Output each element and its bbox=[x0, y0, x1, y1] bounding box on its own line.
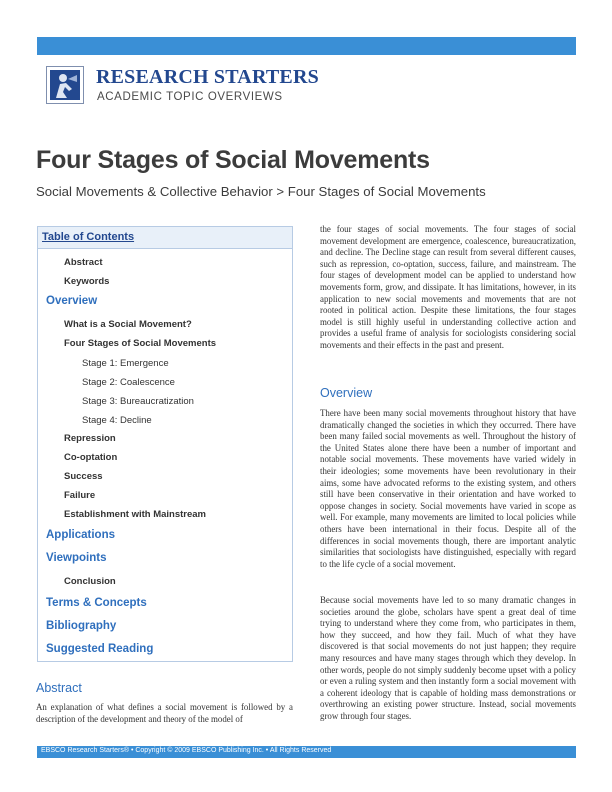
top-accent-bar bbox=[37, 37, 576, 55]
toc-item-failure[interactable]: Failure bbox=[64, 490, 96, 501]
page-title: Four Stages of Social Movements bbox=[36, 146, 430, 174]
toc-item-viewpoints[interactable]: Viewpoints bbox=[46, 552, 107, 564]
toc-item-what-is-social-movement[interactable]: What is a Social Movement? bbox=[64, 319, 192, 330]
footer-copyright: EBSCO Research Starters® • Copyright © 2009 EBSCO Publishing Inc. • All Rights Reserved bbox=[41, 747, 332, 754]
toc-item-stage-4[interactable]: Stage 4: Decline bbox=[82, 415, 152, 426]
abstract-heading: Abstract bbox=[36, 681, 82, 695]
toc-item-repression[interactable]: Repression bbox=[64, 433, 116, 444]
toc-item-stage-2[interactable]: Stage 2: Coalescence bbox=[82, 377, 175, 388]
toc-item-establishment[interactable]: Establishment with Mainstream bbox=[64, 509, 207, 520]
overview-paragraph-2: Because social movements have led to so many dramatic changes in societies around the globe, scholars have spent a great deal of time trying to understand where they come from, who participates in them, how they succeed, and how they fail. Much of what they have discovered is that social movements do not just happen; they require many resources and have many stages through which they develop. In other words, people do not simply suddenly become upset with a policy or even a ruling system and then instantly form a social movement with a coherent ideology that is capable of holding mass demonstrations or overthrowing an existing power structure. Instead, social movements grow through four stages. bbox=[320, 595, 576, 721]
toc-item-stage-3[interactable]: Stage 3: Bureaucratization bbox=[82, 396, 194, 407]
intro-paragraph: the four stages of social movements. The four stages of social movement development are emergence, coalescence, bureaucratization, and decline. The Decline stage can result from several different causes, such as repression, co-optation, success, failure, and mainstream. The four stages of development model can be applied to understand how movements form, grow, and dissipate. It has limitations, however, in its application to new social movements and movements that are not rooted in political action. Despite these limitations, the four stages model is still highly useful in understanding collective action and provides a useful frame of analysis for sociologists considering social movements and their effects in the past and present. bbox=[320, 224, 576, 350]
table-of-contents bbox=[37, 226, 293, 662]
toc-item-terms-concepts[interactable]: Terms & Concepts bbox=[46, 597, 147, 609]
toc-item-keywords[interactable]: Keywords bbox=[64, 276, 110, 287]
toc-item-bibliography[interactable]: Bibliography bbox=[46, 620, 117, 632]
toc-item-overview[interactable]: Overview bbox=[46, 295, 98, 307]
brand-subtitle: ACADEMIC TOPIC OVERVIEWS bbox=[97, 91, 283, 103]
overview-paragraph-1: There have been many social movements throughout history that have dramatically changed the societies in which they occurred. There have been many failed social movements as well. Throughout the history of the United States alone there have been a number of important and notable social movements. These movements have varied widely in their ideologies; some movements have been revolutionary in their aims, some have advocated reforms to the existing system, and others still have been conservative in their orientation and have worked to oppose changes in society. Social movements have varied in scope as well. For example, many movements are limited to local policies while others have been international in their focus. Despite all of the differences in social movements though, there are important analytic similarities that sociologists have distinguished, especially with regard to the life cycle of a social movement. bbox=[320, 408, 576, 569]
abstract-text: An explanation of what defines a social movement is followed by a description of the development and theory of the model of bbox=[36, 702, 293, 724]
overview-heading: Overview bbox=[320, 386, 373, 400]
toc-item-four-stages[interactable]: Four Stages of Social Movements bbox=[64, 338, 217, 349]
toc-item-abstract[interactable]: Abstract bbox=[64, 257, 103, 268]
breadcrumb: Social Movements & Collective Behavior > Four Stages of Social Movements bbox=[36, 184, 486, 199]
research-starters-logo-icon bbox=[46, 66, 84, 104]
toc-item-applications[interactable]: Applications bbox=[46, 529, 116, 541]
toc-item-stage-1[interactable]: Stage 1: Emergence bbox=[82, 358, 169, 369]
toc-item-conclusion[interactable]: Conclusion bbox=[64, 576, 116, 587]
brand-title: RESEARCH STARTERS bbox=[96, 66, 319, 88]
toc-header bbox=[38, 227, 292, 249]
footer-bar bbox=[37, 746, 576, 758]
toc-item-success[interactable]: Success bbox=[64, 471, 103, 482]
toc-heading-link[interactable]: Table of Contents bbox=[42, 231, 135, 243]
toc-item-co-optation[interactable]: Co-optation bbox=[64, 452, 118, 463]
toc-item-suggested-reading[interactable]: Suggested Reading bbox=[46, 643, 154, 655]
